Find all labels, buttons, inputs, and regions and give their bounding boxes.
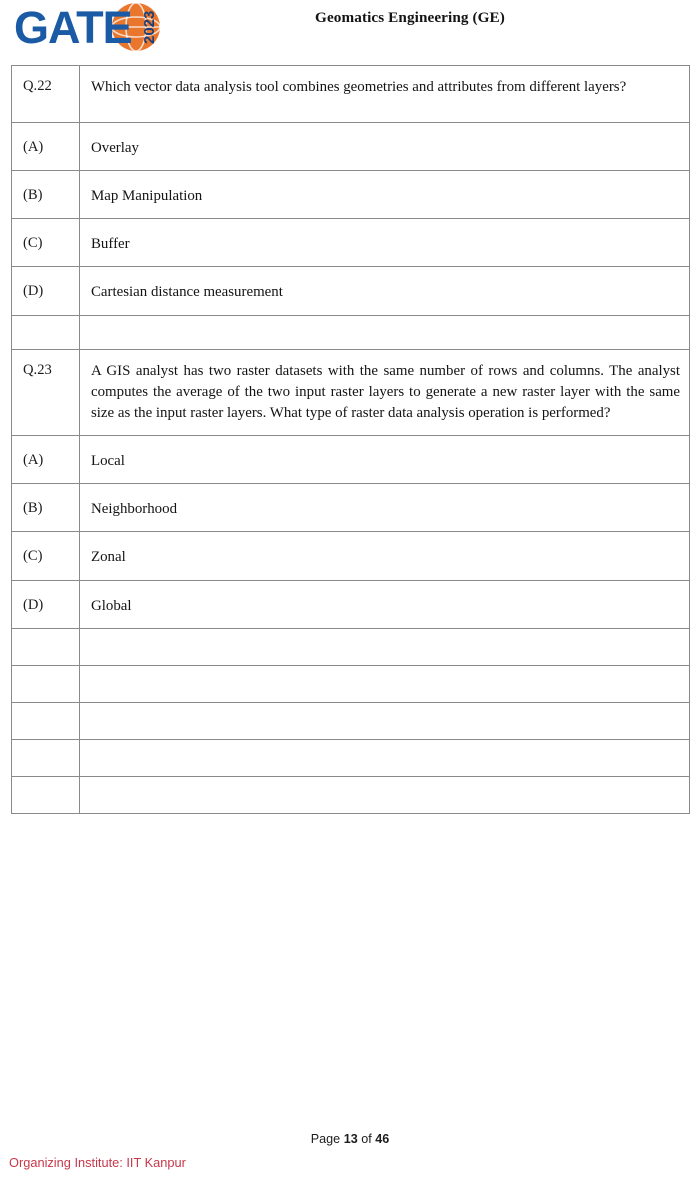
- table-row-blank: [12, 739, 690, 776]
- svg-text:2023: 2023: [141, 10, 158, 44]
- question-text-cell: [80, 66, 690, 123]
- option-label: (A): [23, 452, 44, 469]
- option-label-cell: [12, 267, 80, 315]
- option-label-cell: [12, 580, 80, 628]
- svg-text:GATE: GATE: [14, 2, 132, 53]
- table-row-option[interactable]: [12, 484, 690, 532]
- option-text-cell[interactable]: [80, 171, 690, 219]
- question-text-cell: [80, 349, 690, 435]
- table-row-option[interactable]: [12, 171, 690, 219]
- spacer-label-cell: [12, 315, 80, 349]
- blank-cell: [80, 739, 690, 776]
- blank-cell: [80, 628, 690, 665]
- option-text-cell[interactable]: [80, 267, 690, 315]
- option-text-cell[interactable]: [80, 123, 690, 171]
- organizing-institute: Organizing Institute: IIT Kanpur: [9, 1155, 186, 1170]
- page-number: [0, 1132, 700, 1146]
- page-number-current: 13: [343, 1132, 358, 1146]
- page-header: [0, 0, 700, 62]
- option-text: Neighborhood: [91, 501, 178, 518]
- option-label-cell: [12, 484, 80, 532]
- table-row-blank: [12, 776, 690, 813]
- page-number-total: 46: [375, 1132, 390, 1146]
- option-label: (C): [23, 235, 43, 252]
- option-text-cell[interactable]: [80, 580, 690, 628]
- question-table-body: [12, 66, 690, 814]
- question-text: A GIS analyst has two raster datasets with the same number of rows and columns. The analyst computes the average of the two input raster layers to generate a new raster layer with the same size as the input raster layers. What type of raster data analysis operation is performed?: [91, 362, 680, 421]
- table-row-option[interactable]: [12, 123, 690, 171]
- page-footer: [0, 1116, 700, 1186]
- page-number-middle: of: [357, 1132, 376, 1146]
- option-label-cell: [12, 123, 80, 171]
- option-text: Zonal: [91, 549, 126, 566]
- option-label-cell: [12, 532, 80, 580]
- table-row-spacer: [12, 315, 690, 349]
- table-row-option[interactable]: [12, 532, 690, 580]
- option-text-cell[interactable]: [80, 484, 690, 532]
- option-label: (D): [23, 283, 44, 300]
- question-number: Q.22: [23, 78, 52, 94]
- table-row-blank: [12, 665, 690, 702]
- option-text: Global: [91, 597, 132, 614]
- option-label: (C): [23, 548, 43, 565]
- question-text: Which vector data analysis tool combines geometries and attributes from different layers?: [91, 79, 627, 95]
- table-row-blank: [12, 702, 690, 739]
- option-text: Cartesian distance measurement: [91, 284, 283, 301]
- option-label: (B): [23, 500, 43, 517]
- table-row-question: [12, 349, 690, 435]
- option-label-cell: [12, 171, 80, 219]
- blank-label-cell: [12, 665, 80, 702]
- blank-label-cell: [12, 628, 80, 665]
- option-text-cell[interactable]: [80, 219, 690, 267]
- option-text: Map Manipulation: [91, 188, 203, 205]
- blank-cell: [80, 776, 690, 813]
- option-text-cell[interactable]: [80, 436, 690, 484]
- option-text: Buffer: [91, 236, 130, 253]
- option-text: Local: [91, 453, 125, 470]
- option-label: (D): [23, 596, 44, 613]
- blank-label-cell: [12, 739, 80, 776]
- page-number-prefix: Page: [310, 1132, 344, 1146]
- question-table: [11, 65, 690, 814]
- table-row-option[interactable]: [12, 219, 690, 267]
- table-row-option[interactable]: [12, 580, 690, 628]
- question-number-cell: [12, 66, 80, 123]
- option-text-cell[interactable]: [80, 532, 690, 580]
- option-label-cell: [12, 436, 80, 484]
- blank-cell: [80, 702, 690, 739]
- table-row-question: [12, 66, 690, 123]
- table-row-option[interactable]: [12, 436, 690, 484]
- question-number-cell: [12, 349, 80, 435]
- table-row-option[interactable]: [12, 267, 690, 315]
- spacer-cell: [80, 315, 690, 349]
- option-label: (B): [23, 187, 43, 204]
- blank-label-cell: [12, 776, 80, 813]
- option-label: (A): [23, 139, 44, 155]
- blank-cell: [80, 665, 690, 702]
- exam-title: Geomatics Engineering (GE): [315, 9, 505, 26]
- question-number: Q.23: [23, 361, 52, 378]
- blank-label-cell: [12, 702, 80, 739]
- table-row-blank: [12, 628, 690, 665]
- option-label-cell: [12, 219, 80, 267]
- option-text: Overlay: [91, 140, 139, 156]
